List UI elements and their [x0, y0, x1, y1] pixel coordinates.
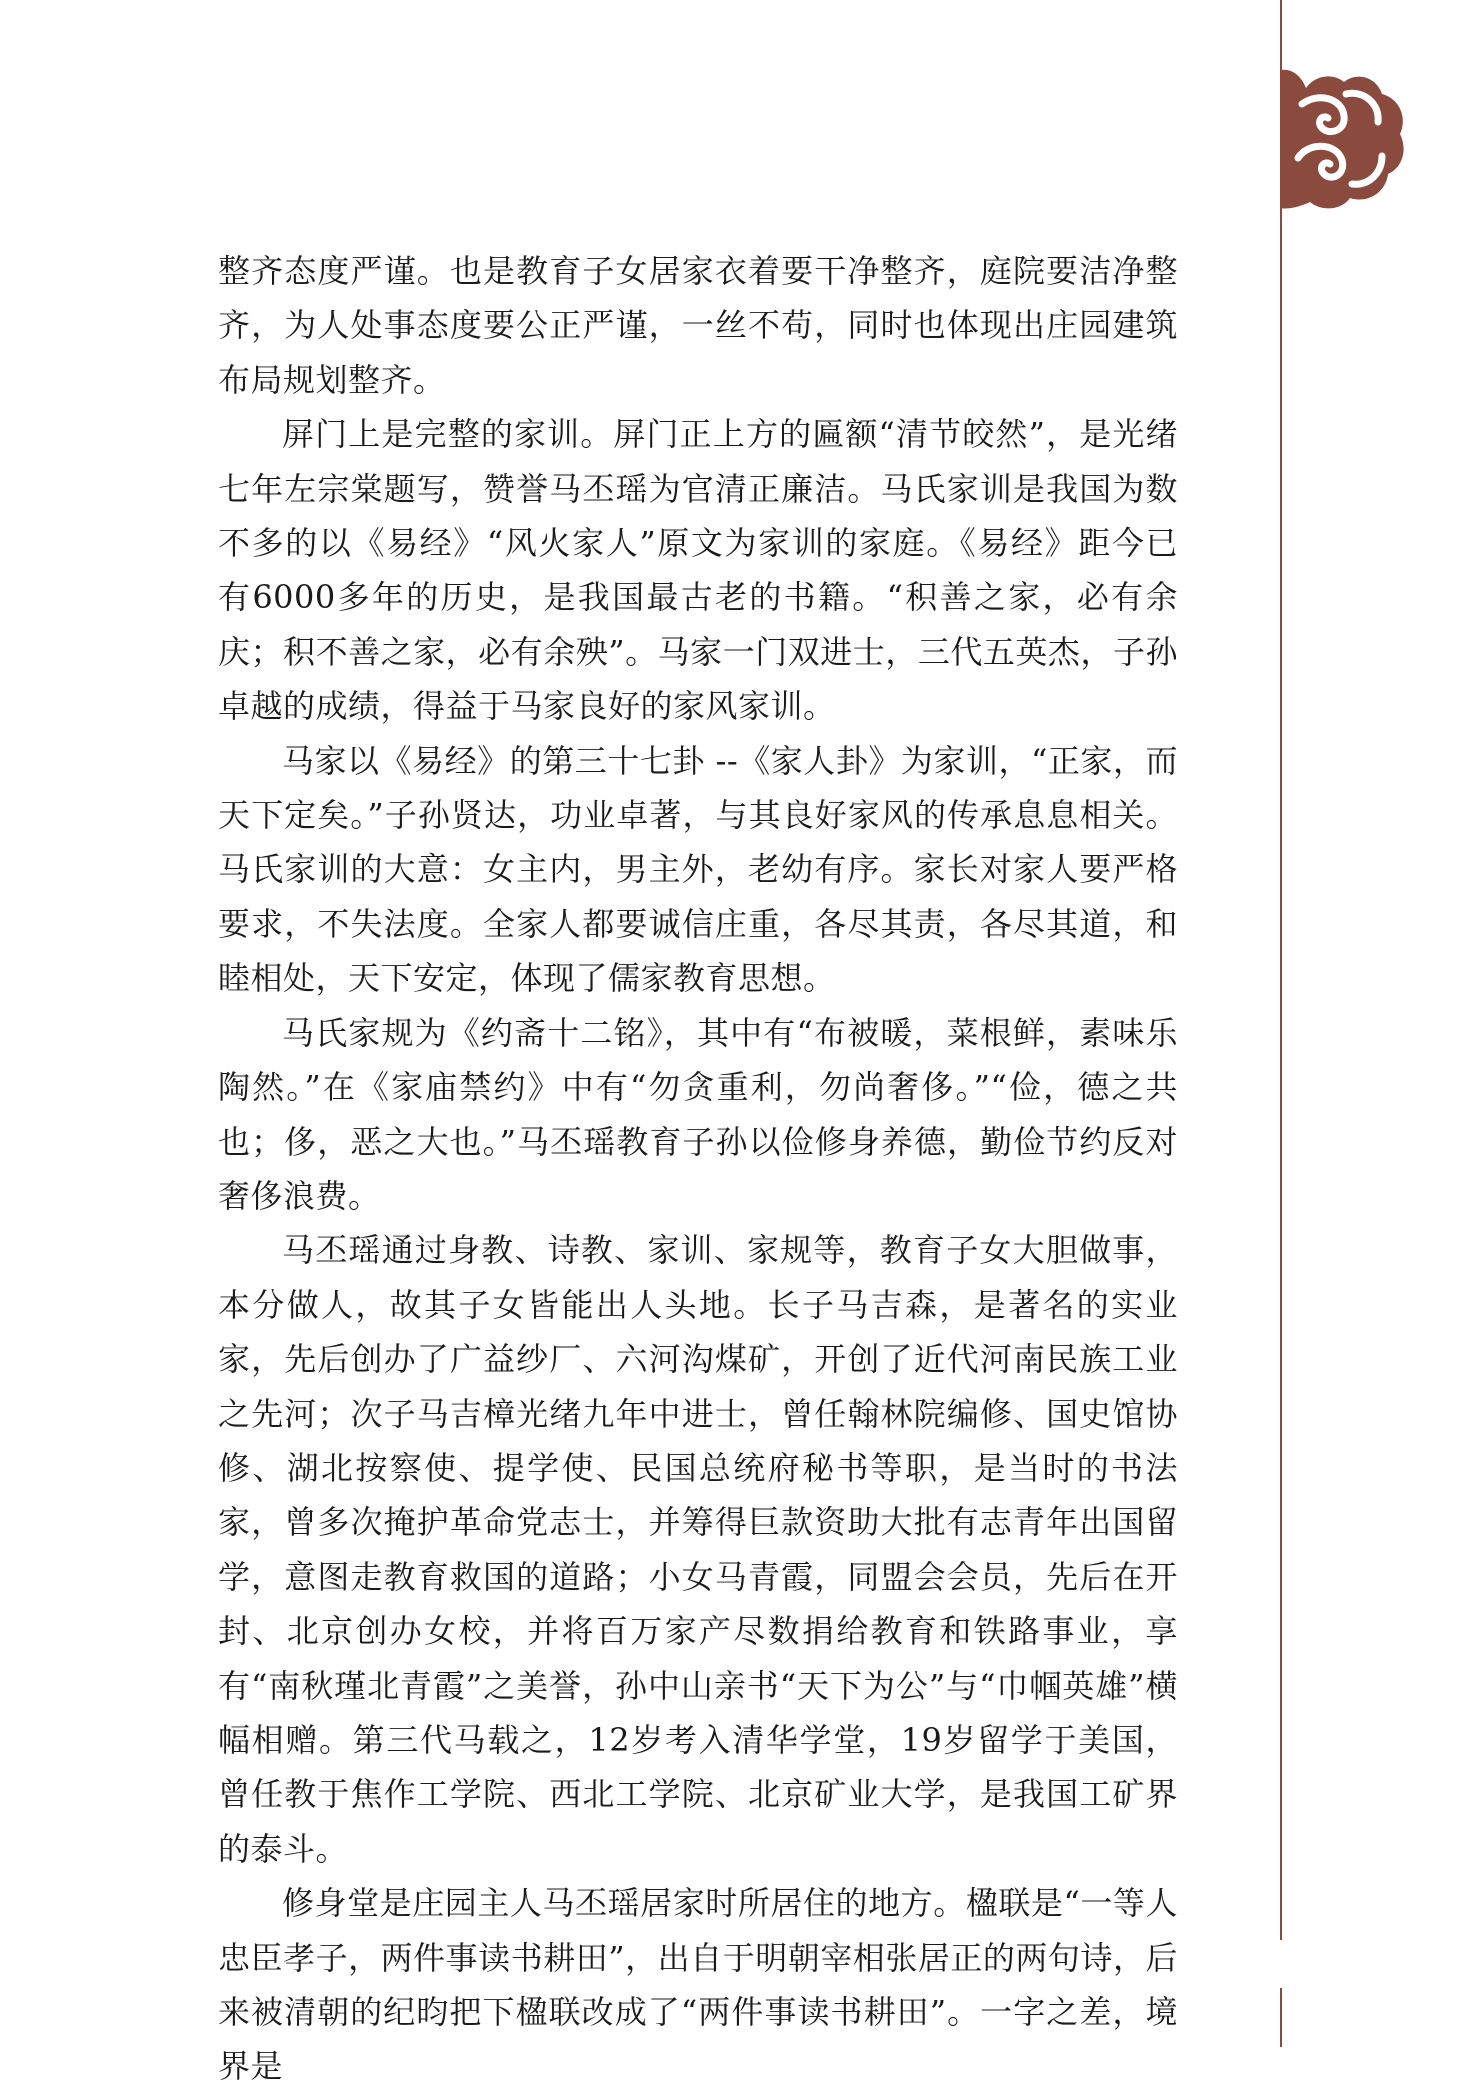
paragraph-4: 马氏家规为《约斋十二铭》，其中有“布被暖，菜根鲜，素味乐陶然。”在《家庙禁约》中有“勿贪重利，勿尚奢侈。”“俭，德之共也；侈，恶之大也。”马丕瑶教育子孙以俭修身养德，勤俭节约反对奢侈浪费。	[218, 1013, 1178, 1215]
margin-rule-top	[1280, 0, 1282, 1940]
body-text	[218, 244, 1178, 2094]
paragraph-6: 修身堂是庄园主人马丕瑶居家时所居住的地方。楹联是“一等人忠臣孝子，两件事读书耕田”，出自于明朝宰相张居正的两句诗，后来被清朝的纪昀把下楹联改成了“两件事读书耕田”。一字之差，境界是	[218, 1884, 1178, 2086]
cloud-scroll-icon	[1272, 64, 1408, 214]
paragraph-5: 马丕瑶通过身教、诗教、家训、家规等，教育子女大胆做事，本分做人，故其子女皆能出人头地。长子马吉森，是著名的实业家，先后创办了广益纱厂、六河沟煤矿，开创了近代河南民族工业之先河；次子马吉樟光绪九年中进士，曾任翰林院编修、国史馆协修、湖北按察使、提学使、民国总统府秘书等职，是当时的书法家，曾多次掩护革命党志士，并筹得巨款资助大批有志青年出国留学，意图走教育救国的道路；小女马青霞，同盟会会员，先后在开封、北京创办女校，并将百万家产尽数捐给教育和铁路事业，享有“南秋瑾北青霞”之美誉，孙中山亲书“天下为公”与“巾帼英雄”横幅相赠。第三代马载之，12岁考入清华学堂，19岁留学于美国，曾任教于焦作工学院、西北工学院、北京矿业大学，是我国工矿界的泰斗。	[218, 1231, 1178, 1868]
paragraph-1: 整齐态度严谨。也是教育子女居家衣着要干净整齐，庭院要洁净整齐，为人处事态度要公正严谨，一丝不苟，同时也体现出庄园建筑布局规划整齐。	[218, 252, 1178, 399]
paragraph-2: 屏门上是完整的家训。屏门正上方的匾额“清节皎然”，是光绪七年左宗棠题写，赞誉马丕瑶为官清正廉洁。马氏家训是我国为数不多的以《易经》“风火家人”原文为家训的家庭。《易经》距今已有6000多年的历史，是我国最古老的书籍。“积善之家，必有余庆；积不善之家，必有余殃”。马家一门双进士，三代五英杰，子孙卓越的成绩，得益于马家良好的家风家训。	[218, 415, 1178, 726]
paragraph-3: 马家以《易经》的第三十七卦 --《家人卦》为家训，“正家，而天下定矣。”子孙贤达，功业卓著，与其良好家风的传承息息相关。马氏家训的大意：女主内，男主外，老幼有序。家长对家人要严格要求，不失法度。全家人都要诚信庄重，各尽其责，各尽其道，和睦相处，天下安定，体现了儒家教育思想。	[218, 741, 1178, 998]
margin-rule-bottom	[1280, 1988, 1282, 2047]
